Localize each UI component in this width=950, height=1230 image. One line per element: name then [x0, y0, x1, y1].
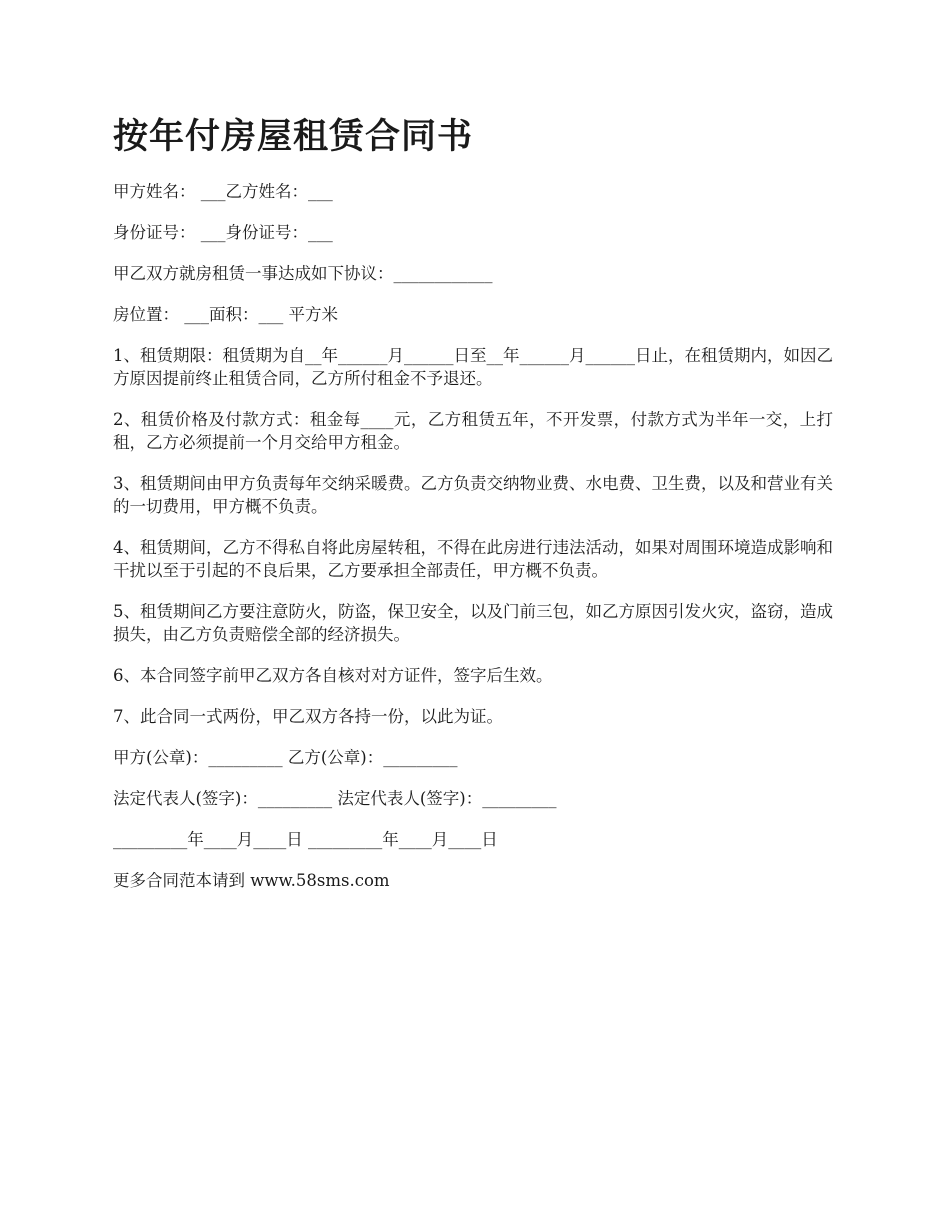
- clause-6-verification: 6、本合同签字前甲乙双方各自核对对方证件，签字后生效。: [113, 666, 553, 685]
- seal-line: 甲方(公章)：_________ 乙方(公章)：_________: [113, 748, 458, 767]
- clause-5-safety: 5、租赁期间乙方要注意防火，防盗，保卫安全，以及门前三包，如乙方原因引发火灾，盗窃，造成损失，由乙方负责赔偿全部的经济损失。: [113, 602, 833, 644]
- clause-2-rent-payment: 2、租赁价格及付款方式：租金每____元，乙方租赁五年，不开发票，付款方式为半年一交，上打租，乙方必须提前一个月交给甲方租金。: [113, 410, 833, 452]
- agreement-intro-line: 甲乙双方就房租赁一事达成如下协议：____________: [113, 264, 493, 283]
- footer-link-text: 更多合同范本请到 www.58sms.com: [113, 871, 390, 890]
- clause-1-lease-term: 1、租赁期限：租赁期为自__年______月______日至__年______月______日止，在租赁期内，如因乙方原因提前终止租赁合同，乙方所付租金不予退还。: [113, 346, 833, 388]
- clause-7-copies: 7、此合同一式两份，甲乙双方各持一份，以此为证。: [113, 707, 503, 726]
- signature-line: 法定代表人(签字)：_________ 法定代表人(签字)：_________: [113, 789, 557, 808]
- clause-3-fees: 3、租赁期间由甲方负责每年交纳采暖费。乙方负责交纳物业费、水电费、卫生费，以及和营业有关的一切费用，甲方概不负责。: [113, 474, 833, 516]
- id-numbers-line: 身份证号： ___身份证号：___: [113, 223, 333, 242]
- date-line: _________年____月____日 _________年____月____日: [113, 830, 498, 849]
- clause-4-sublease: 4、租赁期间，乙方不得私自将此房屋转租，不得在此房进行违法活动，如果对周围环境造成影响和干扰以至于引起的不良后果，乙方要承担全部责任，甲方概不负责。: [113, 538, 833, 580]
- document-title: 按年付房屋租赁合同书: [113, 116, 474, 157]
- property-location-line: 房位置： ___面积：___ 平方米: [113, 305, 338, 324]
- party-names-line: 甲方姓名： ___乙方姓名：___: [113, 182, 333, 201]
- document-page: [113, 112, 833, 910]
